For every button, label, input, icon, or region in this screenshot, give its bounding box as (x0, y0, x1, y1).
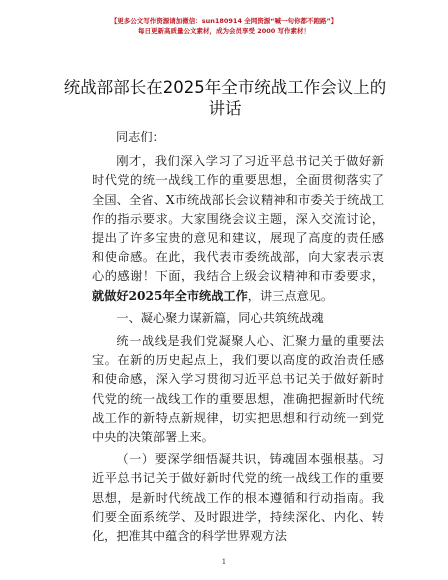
section-1-paragraph: 统一战线是我们党凝聚人心、汇聚力量的重要法宝。在新的历史起点上，我们要以高度的政治责任感和使命感，深入学习贯彻习近平总书记关于做好新时代党的统一战线工作的重要思想，准确把握新时代统战工作的新特点新规律，切实把思想和行动统一到党中央的决策部署上来。 (92, 334, 384, 445)
promo-banner (0, 16, 448, 36)
opening-paragraph-part-1: 刚才，我们深入学习了习近平总书记关于做好新时代党的统一战线工作的重要思想，全面贯彻落实了全国、全省、X市统战部长会议精神和市委关于统战工作的指示要求。大家围绕会议主题，深入交流讨论，提出了许多宝贵的意见和建议，展现了高度的责任感和使命感。在此，我代表市委统战部，向大家表示衷心的感谢！下面，我结合上级会议精神和市委要求， (92, 154, 384, 284)
promo-banner-line-2: 每日更新高质量公文素材，成为会员享受 2000 写作素材！ (137, 27, 311, 35)
promo-banner-line-1: 【更多公文写作资源请加微信：sun180914 全网资源“喊一句你都不跑路”】 (110, 17, 338, 25)
document-title: 统战部部长在2025年全市统战工作会议上的讲话 (63, 78, 387, 118)
greeting: 同志们： (116, 130, 165, 144)
opening-paragraph-part-3: ，讲三点意见。 (247, 288, 334, 303)
opening-paragraph-emphasis: 就做好2025年全市统战工作 (92, 288, 248, 303)
opening-paragraph (92, 152, 384, 306)
document-body (92, 128, 384, 549)
subsection-1-paragraph: （一）要深学细悟凝共识，铸魂固本强根基。习近平总书记关于做好新时代党的统一战线工作的重要思想，是新时代统战工作的根本遵循和行动指南。我们要全面系统学、及时跟进学，持续深化、内化、转化，把准其中蕴含的科学世界观方法 (92, 452, 384, 544)
section-1-heading: 一、凝心聚力谋新篇，同心共筑统战魂 (116, 310, 324, 325)
page-number: 1 (221, 558, 227, 566)
